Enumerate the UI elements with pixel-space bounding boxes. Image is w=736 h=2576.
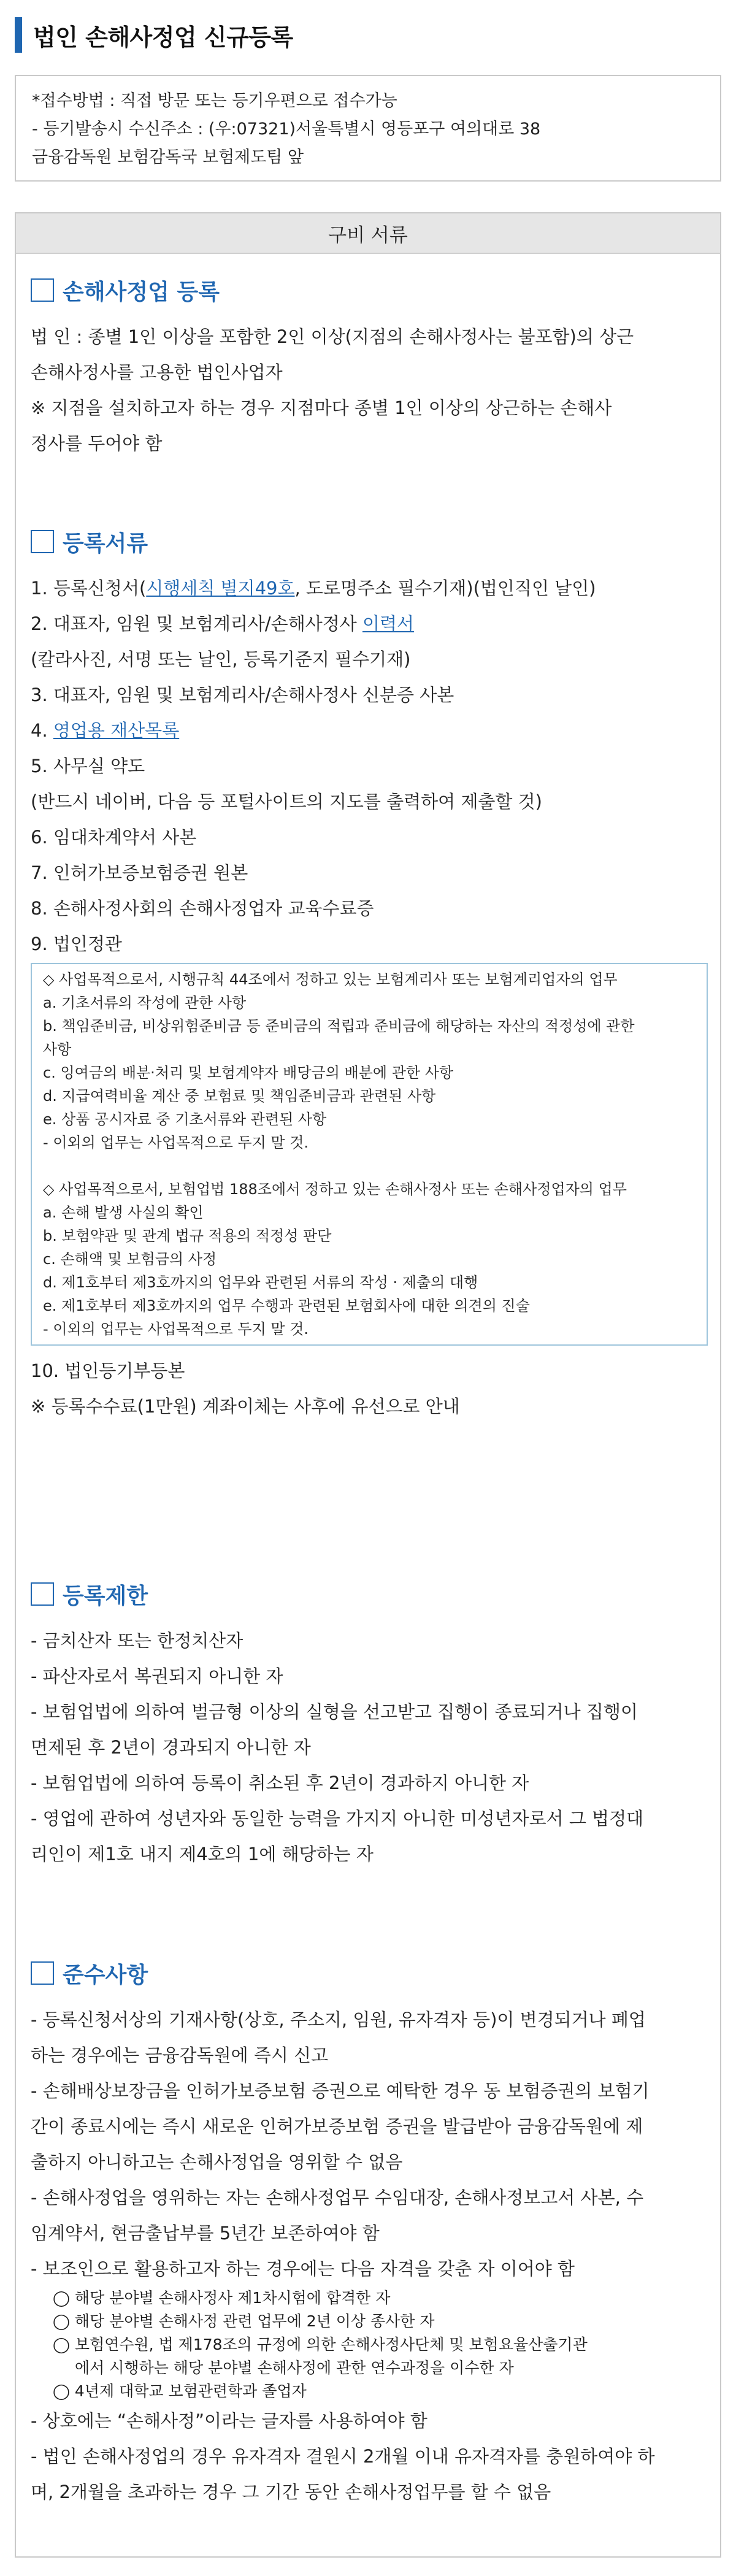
article-line: a. 손해 발생 사실의 확인 xyxy=(43,1204,204,1221)
text-line: ※ 지점을 설치하고자 하는 경우 지점마다 종별 1인 이상의 상근하는 손해사 xyxy=(31,397,612,418)
submission-notice xyxy=(15,75,721,182)
page-title xyxy=(15,16,293,54)
section-required-docs xyxy=(31,526,708,1424)
required-docs-list-tail xyxy=(31,1353,708,1424)
compliance-line: - 등록신청서상의 기재사항(상호, 주소지, 임원, 유자격자 등)이 변경되거나 폐업 xyxy=(31,2009,646,2030)
doc-item-7: 7. 인허가보증보험증권 원본 xyxy=(31,862,248,883)
section-title xyxy=(31,526,708,557)
section-title xyxy=(31,1579,708,1609)
section-compliance xyxy=(31,1958,708,2510)
article-line: b. 보험약관 및 관계 법규 적용의 적정성 판단 xyxy=(43,1227,332,1244)
checkbox-square-icon xyxy=(31,1961,54,1985)
required-documents-box xyxy=(15,212,721,2558)
section-title xyxy=(31,275,708,305)
doc-item-text: 1. 등록신청서( xyxy=(31,578,147,599)
article-line: e. 제1호부터 제3호까지의 업무 수행과 관련된 보험회사에 대한 의견의 진술 xyxy=(43,1297,530,1314)
compliance-line: 간이 종료시에는 즉시 새로운 인허가보증보험 증권을 발급받아 금융감독원에 제 xyxy=(31,2116,643,2137)
section-title-text: 등록제한 xyxy=(63,1583,148,1609)
restriction-line: - 영업에 관하여 성년자와 동일한 능력을 가지지 아니한 미성년자로서 그 법정대 xyxy=(31,1808,644,1829)
assistant-qualifications xyxy=(31,2287,708,2403)
compliance-list-tail xyxy=(31,2403,708,2510)
doc-item-8: 8. 손해사정사회의 손해사정업자 교육수료증 xyxy=(31,898,374,919)
compliance-line: - 손해배상보장금을 인허가보증보험 증권으로 예탁한 경우 동 보험증권의 보험기 xyxy=(31,2080,650,2101)
resume-link[interactable]: 이력서 xyxy=(362,613,415,634)
section-title-text: 등록서류 xyxy=(63,531,148,556)
qualification-item: ◯ 4년제 대학교 보험관련학과 졸업자 xyxy=(53,2382,307,2400)
compliance-line: 하는 경우에는 금융감독원에 즉시 신고 xyxy=(31,2045,329,2066)
doc-item-5: 5. 사무실 약도 xyxy=(31,756,145,776)
doc-item-3: 3. 대표자, 임원 및 보험계리사/손해사정사 신분증 사본 xyxy=(31,684,454,705)
section-title xyxy=(31,1958,708,1988)
compliance-line: - 보조인으로 활용하고자 하는 경우에는 다음 자격을 갖춘 자 이어야 함 xyxy=(31,2258,575,2279)
compliance-line: - 법인 손해사정업의 경우 유자격자 결원시 2개월 이내 유자격자를 충원하여야 하 xyxy=(31,2446,655,2467)
article-line: b. 책임준비금, 비상위험준비금 등 준비금의 적립과 준비금에 해당하는 자산의 적정성에 관한 xyxy=(43,1018,635,1035)
doc-item-2 xyxy=(31,606,708,642)
page-heading: 법인 손해사정업 신규등록 xyxy=(33,23,293,51)
article-line: - 이외의 업무는 사업목적으로 두지 말 것. xyxy=(43,1134,309,1151)
section-restrictions xyxy=(31,1579,708,1872)
text-line: 정사를 두어야 함 xyxy=(31,433,163,454)
asset-list-link[interactable]: 영업용 재산목록 xyxy=(53,720,180,741)
compliance-line: - 상호에는 “손해사정”이라는 글자를 사용하여야 함 xyxy=(31,2410,427,2431)
doc-item-note: (반드시 네이버, 다음 등 포털사이트의 지도를 출력하여 제출할 것) xyxy=(31,791,542,812)
section-registration xyxy=(31,275,708,461)
doc-item-10: 10. 법인등기부등본 xyxy=(31,1360,185,1381)
article-line: d. 제1호부터 제3호까지의 업무와 관련된 서류의 작성 · 제출의 대행 xyxy=(43,1274,478,1291)
doc-item-text: 2. 대표자, 임원 및 보험계리사/손해사정사 xyxy=(31,613,362,634)
articles-of-incorporation-box xyxy=(31,963,708,1346)
restriction-line: - 파산자로서 복권되지 아니한 자 xyxy=(31,1666,283,1687)
qualification-item: ◯ 해당 분야별 손해사정사 제1차시험에 합격한 자 xyxy=(53,2289,391,2307)
article-line: 사항 xyxy=(43,1041,72,1058)
notice-line: *접수방법 : 직접 방문 또는 등기우편으로 접수가능 xyxy=(32,91,397,110)
restrictions-list xyxy=(31,1623,708,1872)
compliance-line: 임계약서, 현금출납부를 5년간 보존하여야 함 xyxy=(31,2223,380,2244)
form-49-link[interactable]: 시행세칙 별지49호 xyxy=(146,578,295,599)
text-line: 손해사정사를 고용한 법인사업자 xyxy=(31,362,283,383)
doc-item-note: (칼라사진, 서명 또는 날인, 등록기준지 필수기재) xyxy=(31,649,411,670)
compliance-line: 며, 2개월을 초과하는 경우 그 기간 동안 손해사정업무를 할 수 없음 xyxy=(31,2482,551,2502)
article-line: a. 기초서류의 작성에 관한 사항 xyxy=(43,994,247,1011)
doc-item-9: 9. 법인정관 xyxy=(31,933,122,954)
qualification-item: ◯ 해당 분야별 손해사정 관련 업무에 2년 이상 종사한 자 xyxy=(53,2312,435,2330)
restriction-line: 리인이 제1호 내지 제4호의 1에 해당하는 자 xyxy=(31,1844,374,1865)
restriction-line: - 금치산자 또는 한정치산자 xyxy=(31,1630,243,1651)
spacer xyxy=(43,1154,696,1178)
restriction-line: - 보험업법에 의하여 등록이 취소된 후 2년이 경과하지 아니한 자 xyxy=(31,1773,529,1793)
doc-item-text: , 도로명주소 필수기재)(법인직인 날인) xyxy=(294,578,596,599)
notice-line: - 등기발송시 수신주소 : (우:07321)서울특별시 영등포구 여의대로 38 xyxy=(32,120,541,139)
article-line: c. 잉여금의 배분·처리 및 보험계약자 배당금의 배분에 관한 사항 xyxy=(43,1064,454,1081)
registration-text xyxy=(31,319,708,461)
fee-note: ※ 등록수수료(1만원) 계좌이체는 사후에 유선으로 안내 xyxy=(31,1396,460,1417)
article-line: - 이외의 업무는 사업목적으로 두지 말 것. xyxy=(43,1321,309,1338)
qualification-item: ◯ 보험연수원, 법 제178조의 규정에 의한 손해사정사단체 및 보험요율산출기관 xyxy=(53,2336,588,2353)
checkbox-square-icon xyxy=(31,278,54,302)
restriction-line: 면제된 후 2년이 경과되지 아니한 자 xyxy=(31,1737,311,1758)
article-line: d. 지급여력비율 계산 중 보험료 및 책임준비금과 관련된 사항 xyxy=(43,1087,436,1105)
required-docs-list xyxy=(31,570,708,962)
doc-item-text: 4. xyxy=(31,720,53,741)
section-title-text: 손해사정업 등록 xyxy=(63,279,220,305)
checkbox-square-icon xyxy=(31,530,54,553)
title-accent-bar xyxy=(15,17,22,53)
article-line: c. 손해액 및 보험금의 사정 xyxy=(43,1251,217,1268)
compliance-line: 출하지 아니하고는 손해사정업을 영위할 수 없음 xyxy=(31,2152,403,2172)
doc-item-6: 6. 임대차계약서 사본 xyxy=(31,827,197,848)
compliance-list xyxy=(31,2002,708,2287)
qualification-item-cont: 에서 시행하는 해당 분야별 손해사정에 관한 연수과정을 이수한 자 xyxy=(75,2359,514,2377)
article-line: ◇ 사업목적으로서, 보험업법 188조에서 정하고 있는 손해사정사 또는 손해사정업자의 업무 xyxy=(43,1181,627,1198)
doc-item-4 xyxy=(31,713,708,748)
doc-item-1 xyxy=(31,570,708,606)
article-line: ◇ 사업목적으로서, 시행규칙 44조에서 정하고 있는 보험계리사 또는 보험계리업자의 업무 xyxy=(43,971,618,988)
text-line: 법 인 : 종별 1인 이상을 포함한 2인 이상(지점의 손해사정사는 불포함)의 상근 xyxy=(31,326,634,347)
notice-line: 금융감독원 보험감독국 보험제도팀 앞 xyxy=(32,148,304,167)
documents-header: 구비 서류 xyxy=(16,213,720,254)
article-line: e. 상품 공시자료 중 기초서류와 관련된 사항 xyxy=(43,1111,327,1128)
checkbox-square-icon xyxy=(31,1582,54,1606)
compliance-line: - 손해사정업을 영위하는 자는 손해사정업무 수임대장, 손해사정보고서 사본, 수 xyxy=(31,2187,644,2208)
section-title-text: 준수사항 xyxy=(63,1962,148,1988)
restriction-line: - 보험업법에 의하여 벌금형 이상의 실형을 선고받고 집행이 종료되거나 집행이 xyxy=(31,1701,638,1722)
